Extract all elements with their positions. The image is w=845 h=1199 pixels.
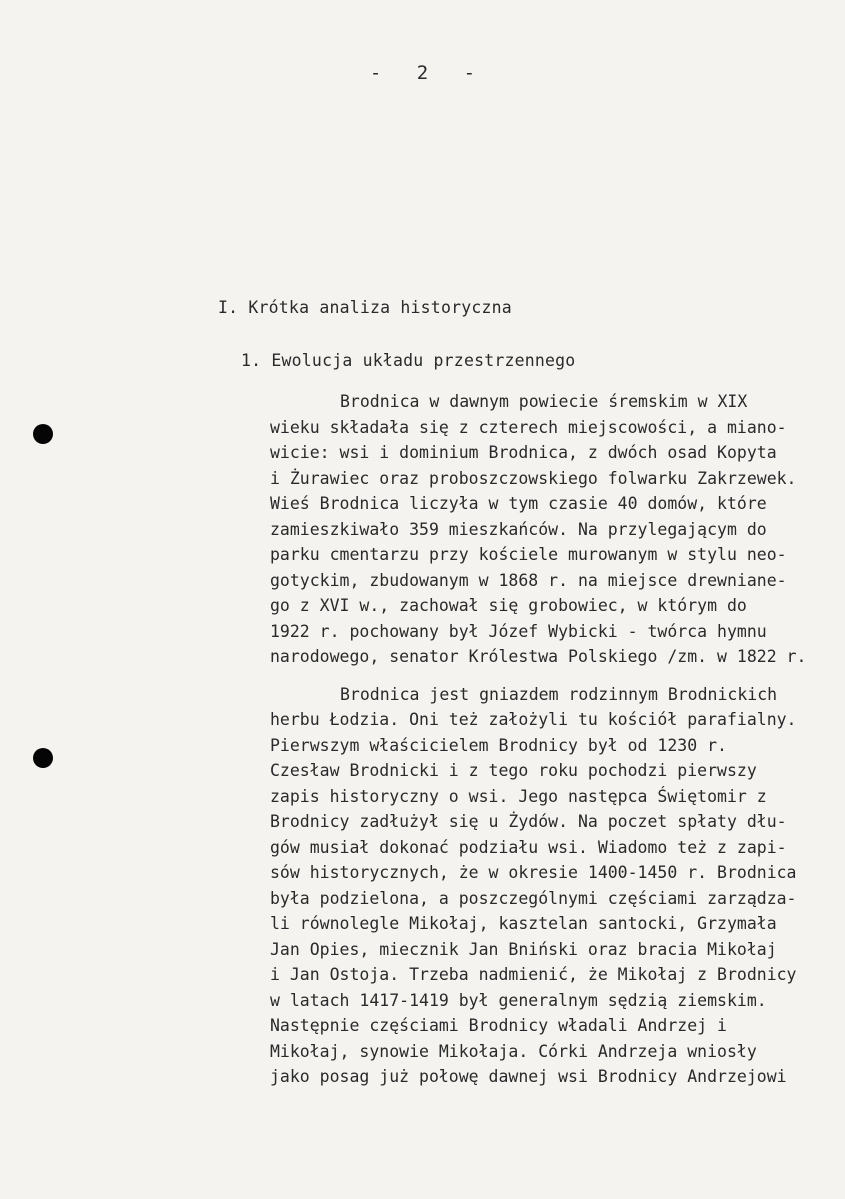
text-line: sów historycznych, że w okresie 1400-1450 r. Brodnica <box>270 863 797 882</box>
page-number: - 2 - <box>369 62 488 84</box>
section-title: I. Krótka analiza historyczna <box>218 298 512 317</box>
text-line: li równolegle Mikołaj, kasztelan santocki, Grzymała <box>270 914 777 933</box>
text-line: Pierwszym właścicielem Brodnicy był od 1230 r. <box>270 736 727 755</box>
text-line: Następnie częściami Brodnicy władali Andrzej i <box>270 1016 727 1035</box>
punch-hole-bottom <box>33 748 53 768</box>
text-line: parku cmentarzu przy kościele murowanym w stylu neo- <box>270 545 787 564</box>
text-line: wieku składała się z czterech miejscowości, a miano- <box>270 418 787 437</box>
text-line: Brodnica w dawnym powiecie śremskim w XIX <box>340 392 748 411</box>
text-line: jako posag już połowę dawnej wsi Brodnicy Andrzejowi <box>270 1067 787 1086</box>
subsection-title: 1. Ewolucja układu przestrzennego <box>241 351 576 370</box>
punch-hole-top <box>33 424 53 444</box>
text-line: herbu Łodzia. Oni też założyli tu kościół parafialny. <box>270 710 797 729</box>
text-line: wicie: wsi i dominium Brodnica, z dwóch osad Kopyta <box>270 443 777 462</box>
text-line: go z XVI w., zachował się grobowiec, w którym do <box>270 596 747 615</box>
text-line: i Żurawiec oraz proboszczowskiego folwarku Zakrzewek. <box>270 469 797 488</box>
text-line: Mikołaj, synowie Mikołaja. Córki Andrzeja wniosły <box>270 1042 757 1061</box>
text-line: Brodnicy zadłużył się u Żydów. Na poczet spłaty dłu- <box>270 812 787 831</box>
text-line: gów musiał dokonać podziału wsi. Wiadomo też z zapi- <box>270 838 787 857</box>
text-line: i Jan Ostoja. Trzeba nadmienić, że Mikołaj z Brodnicy <box>270 965 797 984</box>
text-line: Brodnica jest gniazdem rodzinnym Brodnickich <box>340 685 778 704</box>
text-line: w latach 1417-1419 był generalnym sędzią ziemskim. <box>270 991 767 1010</box>
text-line: była podzielona, a poszczególnymi częściami zarządza- <box>270 889 797 908</box>
text-line: Jan Opies, miecznik Jan Bniński oraz bracia Mikołaj <box>270 940 777 959</box>
text-line: Czesław Brodnicki i z tego roku pochodzi pierwszy <box>270 761 757 780</box>
text-line: gotyckim, zbudowanym w 1868 r. na miejsce drewniane- <box>270 571 787 590</box>
text-line: zamieszkiwało 359 mieszkańców. Na przylegającym do <box>270 520 767 539</box>
text-line: 1922 r. pochowany był Józef Wybicki - twórca hymnu <box>270 622 767 641</box>
text-line: Wieś Brodnica liczyła w tym czasie 40 domów, które <box>270 494 767 513</box>
text-line: narodowego, senator Królestwa Polskiego /zm. w 1822 r. <box>270 647 807 666</box>
text-line: zapis historyczny o wsi. Jego następca Świętomir z <box>270 787 767 806</box>
